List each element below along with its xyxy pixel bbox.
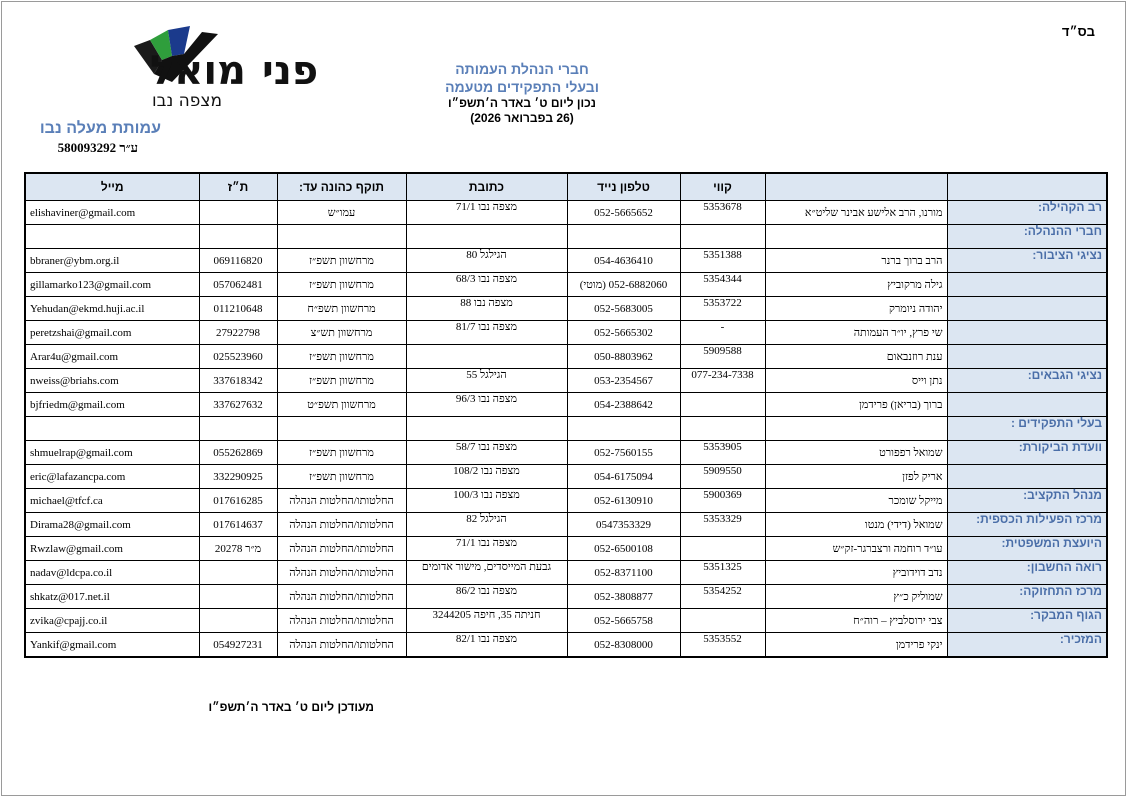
category-cell [947,393,1107,417]
address-cell: מצפה נבו 96/3 [406,393,567,417]
address-cell: חניתה 35, חיפה 3244205 [406,609,567,633]
mobile-cell: 052-6882060 (מוטי) [567,273,680,297]
category-cell: נציגי הציבור: [947,249,1107,273]
document-title [422,60,622,126]
mobile-cell: 054-6175094 [567,465,680,489]
table-row [25,609,1107,633]
address-cell: מצפה נבו 100/3 [406,489,567,513]
header-id: ת״ז [199,173,277,201]
id-cell: 069116820 [199,249,277,273]
email-cell: michael@tfcf.ca [25,489,199,513]
address-cell: מצפה נבו 82/1 [406,633,567,658]
updated-note: מעודכן ליום ט׳ באדר ה׳תשפ״ו [208,700,374,714]
address-cell [406,345,567,369]
mobile-cell: 052-5665652 [567,201,680,225]
document-page [1,1,1126,796]
term-cell: מרחשוון תשפ״ז [277,465,406,489]
name-cell: ברוך (בריאן) פרידמן [765,393,947,417]
term-cell [277,417,406,441]
address-cell: מצפה נבו 86/2 [406,585,567,609]
name-cell: הרב ברוך ברנר [765,249,947,273]
name-cell: יהודה ניומרק [765,297,947,321]
category-cell: נציגי הגבאים: [947,369,1107,393]
name-cell: עו״ד רוחמה ורצברגר-זק״ש [765,537,947,561]
email-cell: bjfriedm@gmail.com [25,393,199,417]
table-row [25,345,1107,369]
name-cell: גילה מרקוביץ [765,273,947,297]
mobile-cell: 053-2354567 [567,369,680,393]
term-cell: החלטותו/החלטות הנהלה [277,633,406,658]
address-cell: מצפה נבו 71/1 [406,201,567,225]
term-cell: החלטותו/החלטות הנהלה [277,537,406,561]
category-cell: וועדת הביקורת: [947,441,1107,465]
mobile-cell: 052-3808877 [567,585,680,609]
landline-cell: 5353678 [680,201,765,225]
table-row [25,441,1107,465]
mobile-cell: 0547353329 [567,513,680,537]
mobile-cell: 052-8371100 [567,561,680,585]
landline-cell: 5353329 [680,513,765,537]
term-cell: החלטותו/החלטות הנהלה [277,585,406,609]
id-cell: 27922798 [199,321,277,345]
table-row [25,273,1107,297]
name-cell: שמואל רפפורט [765,441,947,465]
term-cell: מרחשוון תש״צ [277,321,406,345]
category-cell: מרכז התחזוקה: [947,585,1107,609]
address-cell: מצפה נבו 68/3 [406,273,567,297]
title-line-1: חברי הנהלת העמותה [455,61,589,77]
table-row [25,249,1107,273]
landline-cell [680,537,765,561]
name-cell: שי פרץ, יו״ר העמותה [765,321,947,345]
name-cell: מייקל שומכר [765,489,947,513]
category-cell: חברי ההנהלה: [947,225,1107,249]
header-landline: קווי [680,173,765,201]
table-row [25,225,1107,249]
landline-cell: 5900369 [680,489,765,513]
mobile-cell: 052-5665302 [567,321,680,345]
term-cell: החלטותו/החלטות הנהלה [277,513,406,537]
mobile-cell: 054-2388642 [567,393,680,417]
table-row [25,201,1107,225]
name-cell [765,417,947,441]
term-cell: החלטותו/החלטות הנהלה [277,489,406,513]
email-cell: eric@lafazancpa.com [25,465,199,489]
mobile-cell [567,225,680,249]
landline-cell: 5353905 [680,441,765,465]
email-cell: Yankif@gmail.com [25,633,199,658]
category-cell [947,345,1107,369]
id-cell: 337618342 [199,369,277,393]
landline-cell: 077-234-7338 [680,369,765,393]
id-cell: 011210648 [199,297,277,321]
category-cell: בעלי התפקידים : [947,417,1107,441]
mobile-cell: 052-7560155 [567,441,680,465]
category-cell: המזכיר: [947,633,1107,658]
category-cell: מנהל התקציב: [947,489,1107,513]
landline-cell: 5354252 [680,585,765,609]
mobile-cell: 052-6500108 [567,537,680,561]
title-line-3: נכון ליום ט׳ באדר ה׳תשפ״ו [448,96,596,110]
name-cell: ענת רוזנבאום [765,345,947,369]
id-cell [199,417,277,441]
category-cell: רב הקהילה: [947,201,1107,225]
address-cell: הגילגל 82 [406,513,567,537]
title-line-4: (26 בפברואר 2026) [470,111,574,125]
table-row [25,417,1107,441]
email-cell: shmuelrap@gmail.com [25,441,199,465]
email-cell: nadav@ldcpa.co.il [25,561,199,585]
term-cell: מרחשוון תשפ״ט [277,393,406,417]
table-row [25,537,1107,561]
address-cell [406,417,567,441]
mobile-cell: 054-4636410 [567,249,680,273]
category-cell [947,297,1107,321]
term-cell: מרחשוון תשפ״ז [277,441,406,465]
id-cell: 332290925 [199,465,277,489]
email-cell: bbraner@ybm.org.il [25,249,199,273]
landline-cell: 5351388 [680,249,765,273]
org-name: עמותת מעלה נבו [39,120,161,137]
logo-second-text: מואל [150,48,246,94]
term-cell: מרחשוון תשפ״ז [277,249,406,273]
id-cell [199,585,277,609]
email-cell: Arar4u@gmail.com [25,345,199,369]
email-cell: nweiss@briahs.com [25,369,199,393]
header-term: תוקף כהונה עד: [277,173,406,201]
category-cell [947,321,1107,345]
address-cell: גבעת המייסדים, מישור אדומים [406,561,567,585]
category-cell: מרכז הפעילות הכספית: [947,513,1107,537]
id-cell [199,201,277,225]
email-cell: Yehudan@ekmd.huji.ac.il [25,297,199,321]
landline-cell: 5909550 [680,465,765,489]
id-cell: 337627632 [199,393,277,417]
term-cell [277,225,406,249]
landline-cell: 5353722 [680,297,765,321]
id-cell: 017616285 [199,489,277,513]
address-cell: הגילגל 80 [406,249,567,273]
id-cell: 017614637 [199,513,277,537]
org-registration: ע״ר 580093292 [57,140,138,155]
name-cell: שמוליק כ״ץ [765,585,947,609]
term-cell: עמו״ש [277,201,406,225]
table-row [25,633,1107,658]
name-cell: אריק לפזן [765,465,947,489]
address-cell: מצפה נבו 108/2 [406,465,567,489]
name-cell: ינקי פרידמן [765,633,947,658]
name-cell: נתן וייס [765,369,947,393]
table-row [25,585,1107,609]
logo [22,24,319,114]
id-cell [199,561,277,585]
term-cell: החלטותו/החלטות הנהלה [277,561,406,585]
email-cell: elishaviner@gmail.com [25,201,199,225]
header-name [765,173,947,201]
mobile-cell [567,417,680,441]
email-cell: zvika@cpajj.co.il [25,609,199,633]
name-cell: צבי ירוסלביץ – רוה״ח [765,609,947,633]
id-cell: 054927231 [199,633,277,658]
term-cell: החלטותו/החלטות הנהלה [277,609,406,633]
id-cell [199,609,277,633]
header-email: מייל [25,173,199,201]
bsd-mark: בס״ד [1061,24,1095,39]
address-cell: מצפה נבו 88 [406,297,567,321]
address-cell: הגילגל 55 [406,369,567,393]
mobile-cell: 052-6130910 [567,489,680,513]
header-category [947,173,1107,201]
table-header-row [25,173,1107,201]
table-row [25,513,1107,537]
name-cell: שמואל (דידי) מנטו [765,513,947,537]
logo-sub-text: מצפה נבו [152,91,223,111]
header-address: כתובת [406,173,567,201]
table-row [25,393,1107,417]
landline-cell: 5354344 [680,273,765,297]
landline-cell: 5909588 [680,345,765,369]
landline-cell: - [680,321,765,345]
address-cell: מצפה נבו 71/1 [406,537,567,561]
name-cell: נדב דוידוביץ [765,561,947,585]
email-cell: gillamarko123@gmail.com [25,273,199,297]
id-cell: מ״ר 20278 [199,537,277,561]
landline-cell [680,225,765,249]
table-body [25,201,1107,658]
name-cell [765,225,947,249]
category-cell: היועצת המשפטית: [947,537,1107,561]
email-cell: shkatz@017.net.il [25,585,199,609]
members-table [24,172,1108,658]
term-cell: מרחשוון תשפ״ז [277,273,406,297]
mobile-cell: 052-5665758 [567,609,680,633]
title-line-2: ובעלי התפקידים מטעמה [445,79,599,95]
landline-cell [680,393,765,417]
address-cell: מצפה נבו 81/7 [406,321,567,345]
table-row [25,489,1107,513]
name-cell: מורנו, הרב אלישע אבינר שליט״א [765,201,947,225]
table-row [25,297,1107,321]
email-cell: Dirama28@gmail.com [25,513,199,537]
id-cell: 025523960 [199,345,277,369]
category-cell [947,465,1107,489]
id-cell: 057062481 [199,273,277,297]
landline-cell [680,417,765,441]
category-cell: רואה החשבון: [947,561,1107,585]
term-cell: מרחשוון תשפ״ז [277,345,406,369]
email-cell [25,225,199,249]
mobile-cell: 052-5683005 [567,297,680,321]
landline-cell: 5351325 [680,561,765,585]
category-cell: הגוף המבקר: [947,609,1107,633]
landline-cell [680,609,765,633]
address-cell [406,225,567,249]
mobile-cell: 050-8803962 [567,345,680,369]
landline-cell: 5353552 [680,633,765,658]
email-cell: Rwzlaw@gmail.com [25,537,199,561]
table-row [25,369,1107,393]
table-row [25,561,1107,585]
table-row [25,465,1107,489]
email-cell [25,417,199,441]
id-cell [199,225,277,249]
table-row [25,321,1107,345]
email-cell: peretzshai@gmail.com [25,321,199,345]
address-cell: מצפה נבו 58/7 [406,441,567,465]
term-cell: מרחשוון תשפ״ז [277,369,406,393]
header-mobile: טלפון נייד [567,173,680,201]
category-cell [947,273,1107,297]
logo-main-text: פני [262,48,319,94]
mobile-cell: 052-8308000 [567,633,680,658]
id-cell: 055262869 [199,441,277,465]
term-cell: מרחשוון תשפ״ח [277,297,406,321]
